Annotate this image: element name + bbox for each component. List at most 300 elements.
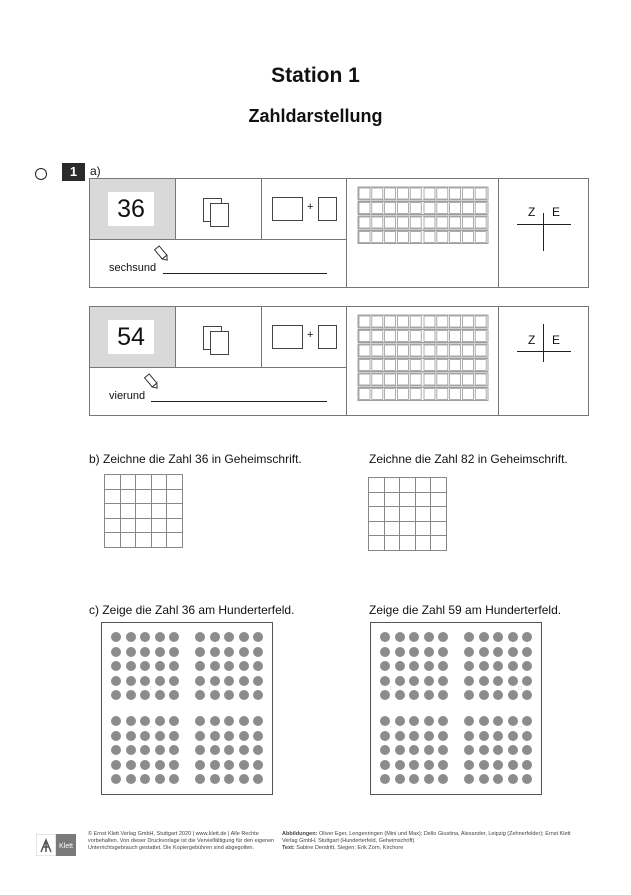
place-value-rule xyxy=(517,224,571,225)
hundred-dot[interactable] xyxy=(239,716,249,726)
hundred-dot[interactable] xyxy=(380,760,390,770)
hundred-dot[interactable] xyxy=(155,731,165,741)
hundred-dot[interactable] xyxy=(380,676,390,686)
hundred-dot[interactable] xyxy=(195,745,205,755)
hundred-dot[interactable] xyxy=(424,731,434,741)
grid-cell[interactable] xyxy=(167,489,183,504)
hundred-dot[interactable] xyxy=(522,661,532,671)
hundred-dot[interactable] xyxy=(239,676,249,686)
grid-cell[interactable] xyxy=(369,478,385,493)
hundred-dot[interactable] xyxy=(508,760,518,770)
hundred-dot[interactable] xyxy=(224,676,234,686)
hundred-dot[interactable] xyxy=(493,647,503,657)
hundred-dot[interactable] xyxy=(395,676,405,686)
hundred-dot[interactable] xyxy=(424,760,434,770)
word-prefix: sechsund xyxy=(109,262,157,274)
grid-cell[interactable] xyxy=(400,478,416,493)
answer-line[interactable] xyxy=(151,401,327,402)
hundred-dot[interactable] xyxy=(239,745,249,755)
hundred-dot[interactable] xyxy=(395,632,405,642)
grid-cell[interactable] xyxy=(415,478,431,493)
hundred-dot[interactable] xyxy=(111,774,121,784)
grid-cell[interactable] xyxy=(136,518,152,533)
drawing-grid-left[interactable] xyxy=(104,474,183,548)
hundred-dot[interactable] xyxy=(253,716,263,726)
hundred-dot[interactable] xyxy=(438,690,448,700)
hundred-field-right[interactable] xyxy=(370,622,542,795)
footer-text-label: Text: xyxy=(282,845,295,851)
hundred-dot[interactable] xyxy=(522,632,532,642)
grid-cell[interactable] xyxy=(105,518,121,533)
hundred-dot[interactable] xyxy=(224,690,234,700)
hundred-dot[interactable] xyxy=(111,716,121,726)
hundred-dot[interactable] xyxy=(111,676,121,686)
hundred-dot[interactable] xyxy=(522,745,532,755)
hundred-dot[interactable] xyxy=(210,690,220,700)
hundred-dot[interactable] xyxy=(169,760,179,770)
hundred-dot[interactable] xyxy=(239,632,249,642)
hundred-dot[interactable] xyxy=(464,632,474,642)
grid-cell[interactable] xyxy=(415,536,431,551)
hundred-dot[interactable] xyxy=(239,661,249,671)
hundred-dot[interactable] xyxy=(195,647,205,657)
hundred-dot[interactable] xyxy=(239,647,249,657)
hundred-dot[interactable] xyxy=(424,661,434,671)
number-display: 54 xyxy=(108,320,154,354)
hundred-dot[interactable] xyxy=(508,690,518,700)
grid-cell[interactable] xyxy=(400,536,416,551)
grid-cell[interactable] xyxy=(369,521,385,536)
hundred-dot[interactable] xyxy=(522,676,532,686)
hundred-dot[interactable] xyxy=(140,632,150,642)
tens-answer-box[interactable] xyxy=(272,325,303,349)
hundred-dot[interactable] xyxy=(253,647,263,657)
hundred-dot[interactable] xyxy=(140,690,150,700)
ones-answer-box[interactable] xyxy=(318,325,337,349)
hundred-dot[interactable] xyxy=(522,647,532,657)
pencil-icon xyxy=(144,373,160,391)
addition-cell xyxy=(262,307,347,368)
grid-cell[interactable] xyxy=(120,504,136,519)
hundred-dot[interactable] xyxy=(169,716,179,726)
hundred-dot[interactable] xyxy=(169,690,179,700)
place-value-cell xyxy=(499,179,588,287)
hundred-dot[interactable] xyxy=(195,774,205,784)
hundred-dot[interactable] xyxy=(126,760,136,770)
hundred-dot[interactable] xyxy=(438,745,448,755)
hundred-dot[interactable] xyxy=(424,632,434,642)
hundred-field-left[interactable] xyxy=(101,622,273,795)
grid-cell[interactable] xyxy=(431,507,447,522)
grid-cell[interactable] xyxy=(431,492,447,507)
hundred-dot[interactable] xyxy=(409,745,419,755)
hundred-dot[interactable] xyxy=(424,745,434,755)
footer-copyright: © Ernst Klett Verlag GmbH, Stuttgart 2020 | www.klett.de | Alle Rechte vorbehalten. Von dieser Druckvorlage ist die Vervielfältigung für den eigenen Unterrichtsgebrauch gestattet. Die Kopiergebühren sind abgegolten. xyxy=(88,831,275,851)
hundred-dot[interactable] xyxy=(380,632,390,642)
grid-cell[interactable] xyxy=(167,533,183,548)
hundred-dot[interactable] xyxy=(155,774,165,784)
hundred-dot[interactable] xyxy=(493,690,503,700)
hundred-dot[interactable] xyxy=(140,676,150,686)
hundred-dot[interactable] xyxy=(140,774,150,784)
hundred-dot[interactable] xyxy=(508,632,518,642)
grid-cell[interactable] xyxy=(400,492,416,507)
ten-strip xyxy=(358,373,488,386)
grid-cell[interactable] xyxy=(431,478,447,493)
hundred-dot[interactable] xyxy=(111,731,121,741)
hundred-dot[interactable] xyxy=(380,731,390,741)
hundred-dot[interactable] xyxy=(253,661,263,671)
hundred-dot[interactable] xyxy=(224,632,234,642)
hundred-dot[interactable] xyxy=(438,774,448,784)
grid-cell[interactable] xyxy=(384,536,400,551)
hundred-dot[interactable] xyxy=(126,774,136,784)
hundred-dot[interactable] xyxy=(438,731,448,741)
hundred-dot[interactable] xyxy=(253,760,263,770)
grid-cell[interactable] xyxy=(400,507,416,522)
hundred-dot[interactable] xyxy=(155,632,165,642)
hundred-dot[interactable] xyxy=(224,661,234,671)
hundred-dot[interactable] xyxy=(464,745,474,755)
hundred-dot[interactable] xyxy=(224,731,234,741)
hundred-dot[interactable] xyxy=(111,760,121,770)
hundred-dot[interactable] xyxy=(464,731,474,741)
hundred-dot[interactable] xyxy=(224,647,234,657)
hundred-dot[interactable] xyxy=(409,690,419,700)
svg-text:Klett: Klett xyxy=(58,843,74,850)
hundred-dot[interactable] xyxy=(140,647,150,657)
word-prefix: vierund xyxy=(109,390,146,402)
card-stack-cell xyxy=(176,179,262,240)
hundred-dot[interactable] xyxy=(195,632,205,642)
hundred-dot[interactable] xyxy=(464,676,474,686)
hundred-dot[interactable] xyxy=(253,731,263,741)
hundred-dot[interactable] xyxy=(155,760,165,770)
hundred-dot[interactable] xyxy=(169,676,179,686)
grid-cell[interactable] xyxy=(167,504,183,519)
hundred-dot[interactable] xyxy=(111,690,121,700)
grid-cell[interactable] xyxy=(431,536,447,551)
hundred-dot[interactable] xyxy=(210,774,220,784)
hundred-dot[interactable] xyxy=(493,676,503,686)
hundred-dot[interactable] xyxy=(479,760,489,770)
hundred-dot[interactable] xyxy=(210,731,220,741)
hundred-dot[interactable] xyxy=(438,632,448,642)
grid-cell[interactable] xyxy=(105,504,121,519)
addition-cell xyxy=(262,179,347,240)
hundred-dot[interactable] xyxy=(522,716,532,726)
part-c-right-instruction: Zeige die Zahl 59 am Hunderterfeld. xyxy=(369,603,562,617)
hundred-dot[interactable] xyxy=(239,690,249,700)
grid-cell[interactable] xyxy=(415,492,431,507)
grid-cell[interactable] xyxy=(369,536,385,551)
hundred-dot[interactable] xyxy=(522,690,532,700)
hundred-dot[interactable] xyxy=(438,647,448,657)
hundred-dot[interactable] xyxy=(508,774,518,784)
grid-cell[interactable] xyxy=(136,489,152,504)
hundred-dot[interactable] xyxy=(522,760,532,770)
hundred-dot[interactable] xyxy=(126,745,136,755)
grid-cell[interactable] xyxy=(384,478,400,493)
klett-logo xyxy=(36,834,76,856)
hundred-dot[interactable] xyxy=(424,690,434,700)
hundred-dot[interactable] xyxy=(508,731,518,741)
hundred-dot[interactable] xyxy=(253,676,263,686)
hundred-dot[interactable] xyxy=(155,745,165,755)
hundred-dot[interactable] xyxy=(111,632,121,642)
part-a-label: a) xyxy=(90,164,101,178)
grid-cell[interactable] xyxy=(369,507,385,522)
grid-cell[interactable] xyxy=(384,507,400,522)
hundred-dot[interactable] xyxy=(479,632,489,642)
hundred-dot[interactable] xyxy=(169,661,179,671)
hundred-dot[interactable] xyxy=(195,760,205,770)
hundred-dot[interactable] xyxy=(479,716,489,726)
hundred-dot[interactable] xyxy=(508,716,518,726)
hundred-dot[interactable] xyxy=(126,690,136,700)
hundred-dot[interactable] xyxy=(169,647,179,657)
hundred-dot[interactable] xyxy=(380,745,390,755)
ten-strip xyxy=(358,315,488,328)
grid-cell[interactable] xyxy=(136,475,152,490)
grid-cell[interactable] xyxy=(105,489,121,504)
hundred-dot[interactable] xyxy=(210,760,220,770)
hundred-dot[interactable] xyxy=(409,661,419,671)
place-value-divider xyxy=(543,213,544,251)
hundred-dot[interactable] xyxy=(493,774,503,784)
hundred-dot[interactable] xyxy=(479,661,489,671)
hundred-dot[interactable] xyxy=(479,774,489,784)
card-front xyxy=(210,331,229,355)
hundred-dot[interactable] xyxy=(253,690,263,700)
hundred-dot[interactable] xyxy=(140,661,150,671)
hundred-dot[interactable] xyxy=(253,632,263,642)
grid-cell[interactable] xyxy=(120,518,136,533)
grid-cell[interactable] xyxy=(120,475,136,490)
hundred-dot[interactable] xyxy=(409,731,419,741)
hundred-dot[interactable] xyxy=(239,760,249,770)
hundred-dot[interactable] xyxy=(155,690,165,700)
grid-cell[interactable] xyxy=(369,492,385,507)
hundred-dot[interactable] xyxy=(508,647,518,657)
hundred-dot[interactable] xyxy=(395,731,405,741)
hundred-dot[interactable] xyxy=(395,745,405,755)
number-display: 36 xyxy=(108,192,154,226)
hundred-dot[interactable] xyxy=(126,661,136,671)
hundred-dot[interactable] xyxy=(522,731,532,741)
grid-cell[interactable] xyxy=(167,518,183,533)
grid-cell[interactable] xyxy=(151,518,167,533)
hundred-dot[interactable] xyxy=(195,676,205,686)
hundred-dot[interactable] xyxy=(155,716,165,726)
grid-cell[interactable] xyxy=(151,475,167,490)
hundred-dot[interactable] xyxy=(479,647,489,657)
hundred-dot[interactable] xyxy=(493,661,503,671)
hundred-dot[interactable] xyxy=(409,760,419,770)
hundred-dot[interactable] xyxy=(464,716,474,726)
grid-cell[interactable] xyxy=(105,533,121,548)
hundred-dot[interactable] xyxy=(479,676,489,686)
plus-sign: + xyxy=(307,329,314,341)
grid-cell[interactable] xyxy=(384,492,400,507)
hundred-dot[interactable] xyxy=(380,690,390,700)
hundred-dot[interactable] xyxy=(224,774,234,784)
hundred-dot[interactable] xyxy=(195,731,205,741)
hundred-dot[interactable] xyxy=(239,774,249,784)
hundred-dot[interactable] xyxy=(424,716,434,726)
hundred-dot[interactable] xyxy=(409,632,419,642)
page-title: Station 1 xyxy=(271,64,360,87)
hundred-dot[interactable] xyxy=(224,716,234,726)
hundred-dot[interactable] xyxy=(155,676,165,686)
hundred-dot[interactable] xyxy=(508,745,518,755)
drawing-grid-right[interactable] xyxy=(368,477,447,551)
hundred-dot[interactable] xyxy=(380,774,390,784)
hundred-dot[interactable] xyxy=(210,716,220,726)
number-cell xyxy=(90,179,176,240)
hundred-dot[interactable] xyxy=(380,647,390,657)
grid-cell[interactable] xyxy=(167,475,183,490)
grid-cell[interactable] xyxy=(136,504,152,519)
hundred-dot[interactable] xyxy=(479,731,489,741)
hundred-dot[interactable] xyxy=(126,647,136,657)
hundred-dot[interactable] xyxy=(522,774,532,784)
grid-cell[interactable] xyxy=(431,521,447,536)
hundred-dot[interactable] xyxy=(493,760,503,770)
part-b-left-instruction: b) Zeichne die Zahl 36 in Geheimschrift. xyxy=(89,452,302,466)
hundred-dot[interactable] xyxy=(395,661,405,671)
ten-frames xyxy=(347,307,499,415)
hundred-dot[interactable] xyxy=(424,676,434,686)
part-c-left-instruction: c) Zeige die Zahl 36 am Hunderterfeld. xyxy=(89,603,295,617)
hundred-dot[interactable] xyxy=(424,774,434,784)
hundred-dot[interactable] xyxy=(493,745,503,755)
hundred-dot[interactable] xyxy=(464,774,474,784)
hundred-dot[interactable] xyxy=(464,690,474,700)
hundred-dot[interactable] xyxy=(126,731,136,741)
hundred-dot[interactable] xyxy=(438,676,448,686)
grid-cell[interactable] xyxy=(151,533,167,548)
hundred-dot[interactable] xyxy=(493,731,503,741)
hundred-dot[interactable] xyxy=(140,731,150,741)
hundred-dot[interactable] xyxy=(195,661,205,671)
hundred-dot[interactable] xyxy=(380,661,390,671)
hundred-dot[interactable] xyxy=(409,716,419,726)
hundred-dot[interactable] xyxy=(395,690,405,700)
hundred-dot[interactable] xyxy=(508,661,518,671)
hundred-dot[interactable] xyxy=(155,661,165,671)
hundred-dot[interactable] xyxy=(479,690,489,700)
grid-cell[interactable] xyxy=(120,489,136,504)
place-value-divider xyxy=(543,324,544,362)
hundred-dot[interactable] xyxy=(438,760,448,770)
hundred-dot[interactable] xyxy=(169,774,179,784)
hundred-dot[interactable] xyxy=(395,647,405,657)
hundred-dot[interactable] xyxy=(140,716,150,726)
hundred-dot[interactable] xyxy=(210,632,220,642)
hundred-dot[interactable] xyxy=(438,716,448,726)
hundred-dot[interactable] xyxy=(126,676,136,686)
ones-answer-box[interactable] xyxy=(318,197,337,221)
checkbox-circle[interactable] xyxy=(35,168,47,180)
ten-strip xyxy=(358,216,488,229)
footer-credits xyxy=(282,831,582,852)
hundred-dot[interactable] xyxy=(195,716,205,726)
number-cell xyxy=(90,307,176,368)
hundred-dot[interactable] xyxy=(239,731,249,741)
hundred-dot[interactable] xyxy=(140,760,150,770)
grid-cell[interactable] xyxy=(151,489,167,504)
hundred-dot[interactable] xyxy=(169,731,179,741)
hundred-dot[interactable] xyxy=(395,716,405,726)
hundred-dot[interactable] xyxy=(395,760,405,770)
hundred-dot[interactable] xyxy=(155,647,165,657)
part-b-right-instruction: Zeichne die Zahl 82 in Geheimschrift. xyxy=(369,452,568,466)
grid-cell[interactable] xyxy=(400,521,416,536)
hundred-dot[interactable] xyxy=(169,745,179,755)
hundred-dot[interactable] xyxy=(508,676,518,686)
hundred-dot[interactable] xyxy=(253,745,263,755)
ten-strip xyxy=(358,359,488,372)
ten-frames-cell xyxy=(347,307,499,415)
hundred-dot[interactable] xyxy=(224,745,234,755)
hundred-dot[interactable] xyxy=(126,632,136,642)
tens-answer-box[interactable] xyxy=(272,197,303,221)
hundred-dot[interactable] xyxy=(409,774,419,784)
grid-cell[interactable] xyxy=(415,521,431,536)
grid-cell[interactable] xyxy=(151,504,167,519)
hundred-dot[interactable] xyxy=(409,647,419,657)
hundred-dot[interactable] xyxy=(111,661,121,671)
card-front xyxy=(210,203,229,227)
hundred-dot[interactable] xyxy=(210,661,220,671)
hundred-dot[interactable] xyxy=(409,676,419,686)
hundred-dot[interactable] xyxy=(195,690,205,700)
grid-cell[interactable] xyxy=(136,533,152,548)
hundred-dot[interactable] xyxy=(210,745,220,755)
grid-cell[interactable] xyxy=(415,507,431,522)
ten-strip xyxy=(358,202,488,215)
grid-cell[interactable] xyxy=(105,475,121,490)
hundred-dot[interactable] xyxy=(479,745,489,755)
hundred-dot[interactable] xyxy=(210,676,220,686)
ones-label: E xyxy=(552,205,561,219)
pencil-icon xyxy=(154,245,170,263)
hundred-dot[interactable] xyxy=(493,716,503,726)
hundred-dot[interactable] xyxy=(424,647,434,657)
hundred-dot[interactable] xyxy=(464,760,474,770)
hundred-dot[interactable] xyxy=(224,760,234,770)
hundred-dot[interactable] xyxy=(253,774,263,784)
hundred-dot[interactable] xyxy=(169,632,179,642)
hundred-dot[interactable] xyxy=(464,661,474,671)
place-value-rule xyxy=(517,351,571,352)
hundred-dot[interactable] xyxy=(380,716,390,726)
hundred-dot[interactable] xyxy=(464,647,474,657)
hundred-dot[interactable] xyxy=(111,745,121,755)
hundred-dot[interactable] xyxy=(493,632,503,642)
grid-cell[interactable] xyxy=(384,521,400,536)
hundred-dot[interactable] xyxy=(126,716,136,726)
answer-line[interactable] xyxy=(163,273,327,274)
hundred-dot[interactable] xyxy=(210,647,220,657)
hundred-dot[interactable] xyxy=(111,647,121,657)
hundred-dot[interactable] xyxy=(438,661,448,671)
task-row-54 xyxy=(89,306,589,416)
grid-cell[interactable] xyxy=(120,533,136,548)
hundred-dot[interactable] xyxy=(395,774,405,784)
hundred-dot[interactable] xyxy=(140,745,150,755)
